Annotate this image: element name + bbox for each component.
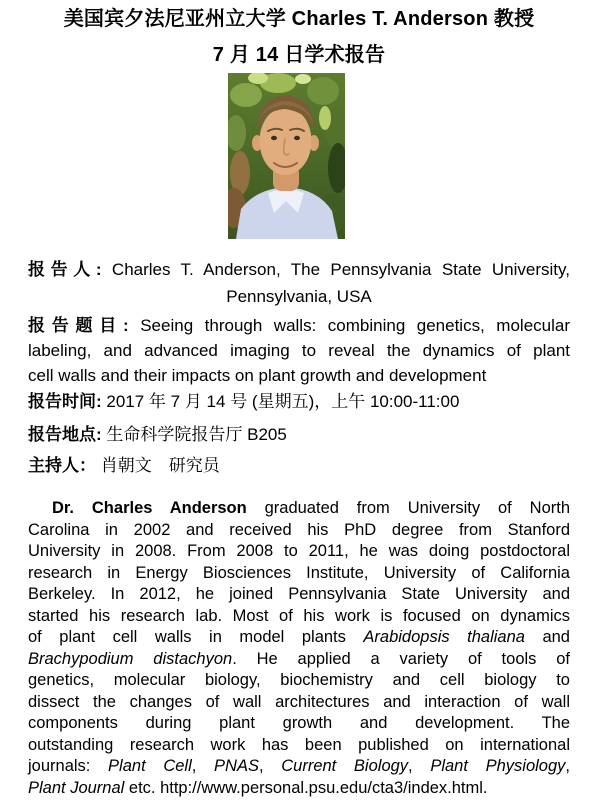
topic-line-2: labeling, and advanced imaging to reveal the dynamics of plant [28,341,570,360]
bio-line: started his research lab. Most of his work is focused on dynamics [28,606,570,625]
bio-line: Dr. Charles Anderson graduated from University of North [52,499,570,517]
bio-line: outstanding research work has been published on international [28,735,570,754]
bio-line: journals: Plant Cell, PNAS, Current Biology, Plant Physiology, [28,757,570,775]
bio-line: components during plant growth and development. The [28,714,570,732]
topic-line-1: 报告题目: Seeing through walls: combining genetics, molecular [28,316,570,335]
bio-line: genetics, molecular biology, biochemistry and cell biology to [28,671,570,689]
bio-paragraph [28,498,570,799]
host-line: 主持人： 肖朝文 研究员 [28,456,220,475]
speaker-photo-row [28,73,570,239]
seminar-title-line-1: 美国宾夕法尼亚州立大学 Charles T. Anderson 教授 [63,8,535,30]
venue-line: 报告地点: 生命科学院报告厅 B205 [28,425,287,444]
speaker-line-continuation: Pennsylvania, USA [226,287,372,306]
seminar-details [28,256,570,478]
topic-line-3: cell walls and their impacts on plant growth and development [28,366,487,385]
bio-line: Carolina in 2002 and received his PhD degree from Stanford [28,520,570,539]
bio-line: dissect the changes of wall architectures and interaction of wall [28,692,570,711]
bio-line: Brachypodium distachyon. He applied a variety of tools of [28,649,570,668]
seminar-title-line-2: 7 月 14 日学术报告 [212,44,386,66]
bio-line-last: Plant Journal etc. http://www.personal.psu.edu/cta3/index.html. [28,778,488,797]
speaker-portrait-photo [228,73,345,239]
speaker-line: 报告人: Charles T. Anderson, The Pennsylvania State University, [28,260,570,279]
bio-line: research in Energy Biosciences Institute, University of California [28,563,570,582]
bio-line: Berkeley. In 2012, he joined Pennsylvania State University and [28,585,570,603]
time-line: 报告时间: 2017 年 7 月 14 号 (星期五)，上午 10:00-11:00 [28,392,460,411]
bio-line: of plant cell walls in model plants Arabidopsis thaliana and [28,628,570,646]
bio-line: University in 2008. From 2008 to 2011, he was doing postdoctoral [28,542,570,560]
